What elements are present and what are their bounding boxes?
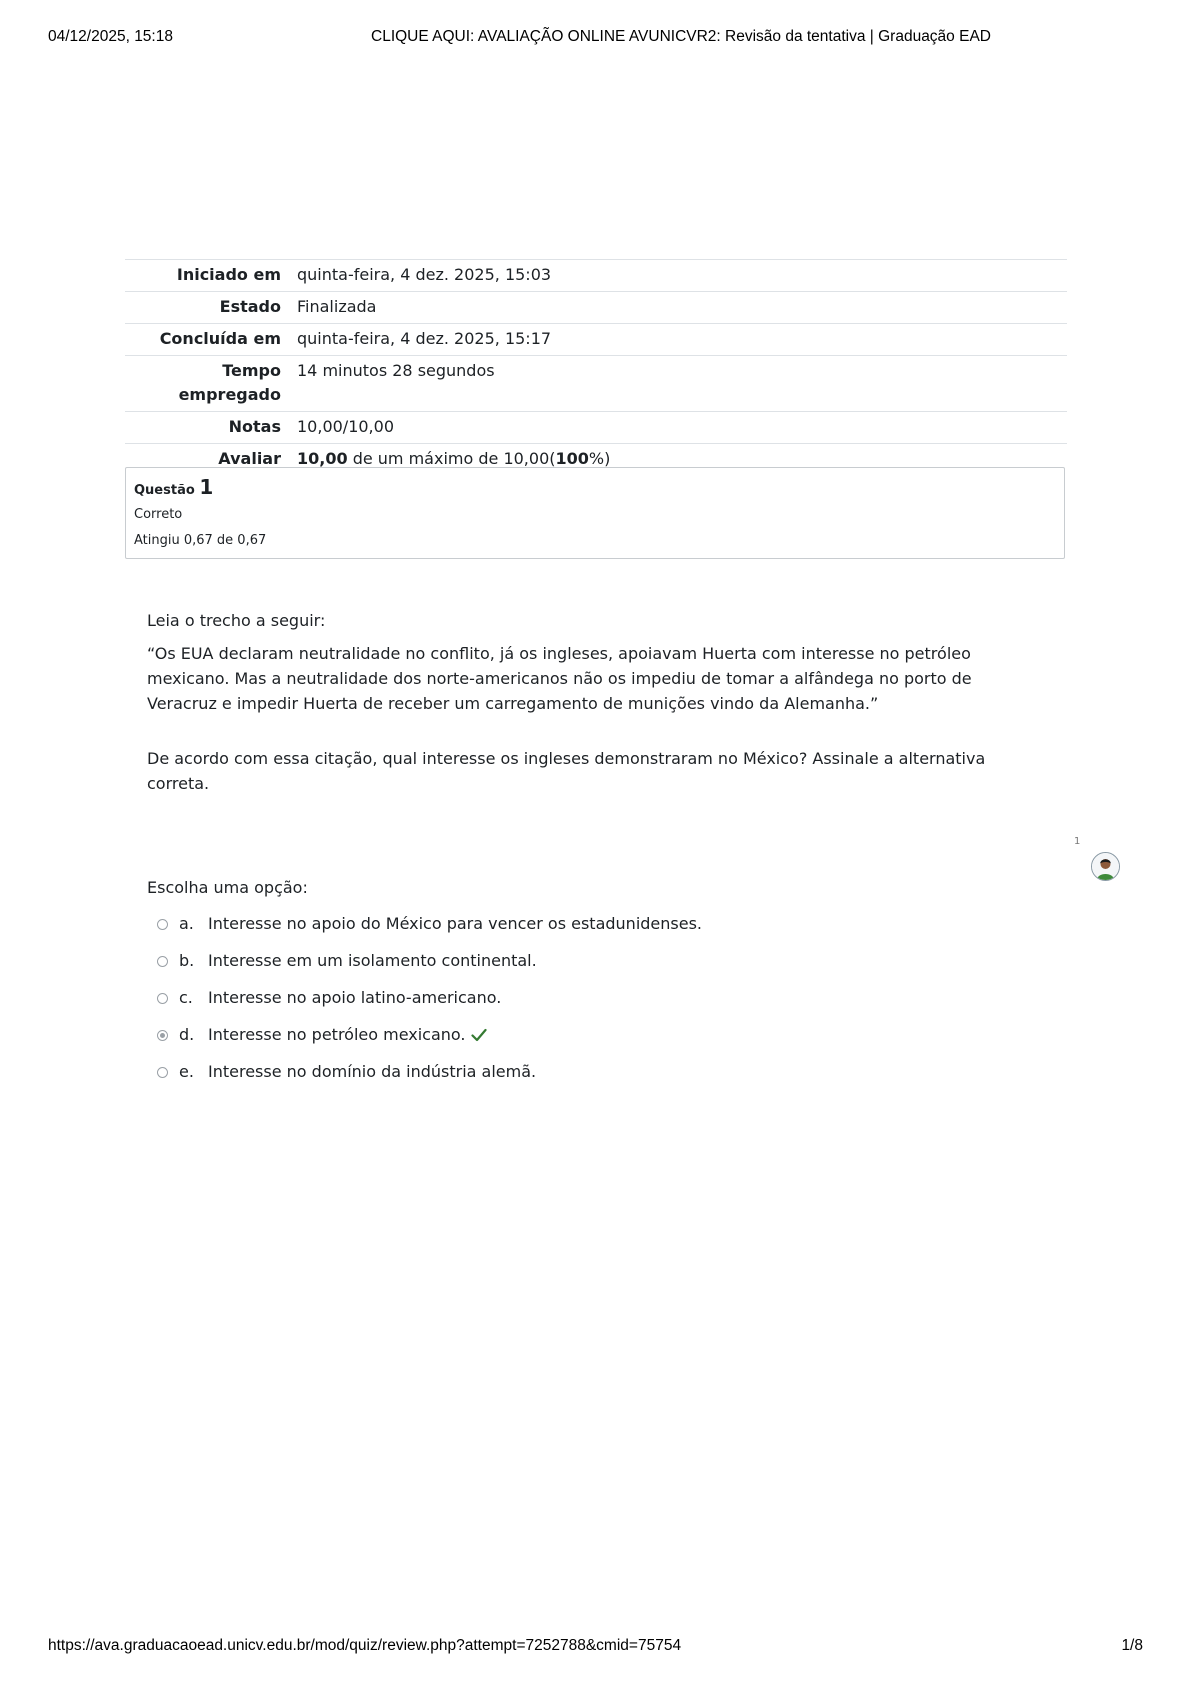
- question-text: [147, 608, 997, 796]
- time-label: [125, 356, 291, 412]
- time-label-line1: Tempo: [222, 361, 281, 380]
- answer-options: [147, 876, 997, 1097]
- option-c-letter: c.: [179, 988, 193, 1007]
- option-a-text: Interesse no apoio do México para vencer os estadunidenses.: [208, 914, 702, 933]
- option-d-text: Interesse no petróleo mexicano.: [208, 1025, 466, 1044]
- grade-bold: 10,00: [297, 449, 348, 468]
- question-label: Questão: [134, 483, 195, 498]
- question-number: [134, 475, 1056, 499]
- grade-label: Avaliar: [125, 444, 291, 476]
- radio-option-d-selected[interactable]: [157, 1030, 168, 1041]
- summary-row-time: [125, 356, 1067, 412]
- marks-label: Notas: [125, 412, 291, 444]
- summary-row-started: [125, 260, 1067, 292]
- time-value: 14 minutos 28 segundos: [291, 356, 1067, 412]
- attempt-summary-table: [125, 259, 1067, 475]
- print-footer: [48, 1637, 1143, 1659]
- radio-option-b[interactable]: [157, 956, 168, 967]
- radio-option-c[interactable]: [157, 993, 168, 1004]
- user-avatar-icon[interactable]: [1091, 852, 1120, 881]
- choose-option-label: Escolha uma opção:: [147, 878, 308, 897]
- option-b-text: Interesse em um isolamento continental.: [208, 951, 537, 970]
- option-c-text: Interesse no apoio latino-americano.: [208, 988, 502, 1007]
- state-label: Estado: [125, 292, 291, 324]
- option-c[interactable]: [147, 986, 997, 1023]
- print-page-number: 1/8: [1121, 1637, 1143, 1654]
- summary-row-state: [125, 292, 1067, 324]
- completed-value: quinta-feira, 4 dez. 2025, 15:17: [291, 324, 1067, 356]
- option-d[interactable]: [147, 1023, 997, 1060]
- time-label-line2: empregado: [178, 385, 281, 404]
- option-a-letter: a.: [179, 914, 194, 933]
- avatar-figure-icon: [1092, 853, 1119, 880]
- question-info-box: [125, 467, 1065, 559]
- option-b-letter: b.: [179, 951, 195, 970]
- grade-end: %): [588, 449, 611, 468]
- grade-mid: de um máximo de 10,00(: [347, 449, 556, 468]
- option-e-text: Interesse no domínio da indústria alemã.: [208, 1062, 537, 1081]
- option-d-letter: d.: [179, 1025, 195, 1044]
- option-b[interactable]: [147, 949, 997, 986]
- question-quote: “Os EUA declaram neutralidade no conflito, já os ingleses, apoiavam Huerta com interesse no petróleo mexicano. Mas a neutralidade dos norte-americanos não os impediu de tomar a alfândega no porto de Veracruz e impedir Huerta de receber um carregamento de munições vindo da Alemanha.”: [147, 644, 972, 713]
- print-date: 04/12/2025, 15:18: [48, 28, 173, 45]
- started-label: Iniciado em: [125, 260, 291, 292]
- comment-count: 1: [1074, 836, 1081, 847]
- question-prompt: De acordo com essa citação, qual interesse os ingleses demonstraram no México? Assinale a alternativa correta.: [147, 749, 986, 793]
- option-d-text-wrap: [208, 1023, 487, 1047]
- radio-option-a[interactable]: [157, 919, 168, 930]
- print-header: [48, 28, 1143, 50]
- completed-label: Concluída em: [125, 324, 291, 356]
- option-e[interactable]: [147, 1060, 997, 1097]
- question-grade: Atingiu 0,67 de 0,67: [134, 533, 267, 548]
- question-intro: Leia o trecho a seguir:: [147, 611, 326, 630]
- grade-percent: 100: [555, 449, 589, 468]
- started-value: quinta-feira, 4 dez. 2025, 15:03: [291, 260, 1067, 292]
- summary-row-marks: [125, 412, 1067, 444]
- print-url: https://ava.graduacaoead.unicv.edu.br/mod/quiz/review.php?attempt=7252788&cmid=75754: [48, 1637, 682, 1654]
- question-number-value: 1: [199, 475, 214, 499]
- correct-check-icon: [471, 1028, 487, 1042]
- option-e-letter: e.: [179, 1062, 194, 1081]
- print-page-title: CLIQUE AQUI: AVALIAÇÃO ONLINE AVUNICVR2: Revisão da tentativa | Graduação EAD: [371, 28, 991, 45]
- radio-option-e[interactable]: [157, 1067, 168, 1078]
- question-state: Correto: [134, 507, 183, 522]
- state-value: Finalizada: [291, 292, 1067, 324]
- marks-value: 10,00/10,00: [291, 412, 1067, 444]
- option-a[interactable]: [147, 912, 997, 949]
- summary-row-completed: [125, 324, 1067, 356]
